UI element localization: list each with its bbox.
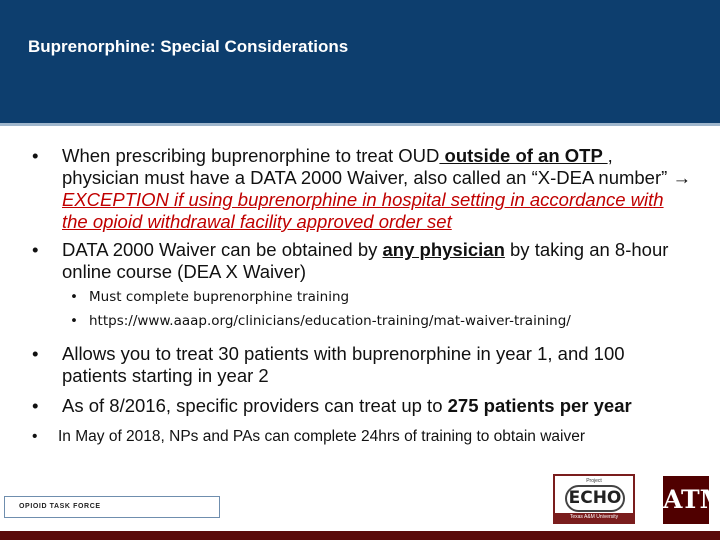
bullet-waiver <box>32 239 692 283</box>
bullet-xdea <box>32 145 692 233</box>
bullet-text-post: , physician must have a DATA 2000 Waiver, also called an “X-DEA number” <box>62 145 668 188</box>
bullet-marker: • <box>32 395 39 416</box>
footer-label-box <box>4 496 220 518</box>
bullet-marker: • <box>70 289 78 305</box>
echo-wordmark: ECHO <box>565 485 625 512</box>
outside-otp-emphasis: outside of an OTP <box>439 145 608 166</box>
any-physician-emphasis: any physician <box>382 239 505 260</box>
title-bar <box>0 0 720 123</box>
echo-project-text: Project <box>586 478 602 484</box>
echo-university-text: Texas A&M University <box>555 513 633 522</box>
bullet-marker: • <box>32 343 39 364</box>
training-link[interactable]: https://www.aaap.org/clinicians/education-training/mat-waiver-training/ <box>89 313 571 329</box>
bullet-text-post: by taking an 8-hour online course (DEA X Waiver) <box>62 239 669 282</box>
bullet-text-pre: As of 8/2016, specific providers can treat up to <box>62 395 448 416</box>
header-divider <box>0 123 720 126</box>
bullet-text <box>62 239 692 283</box>
bullet-text: Allows you to treat 30 patients with buprenorphine in year 1, and 100 patients starting in year 2 <box>62 343 625 386</box>
sub-bullet-url <box>70 313 690 330</box>
project-echo-logo <box>553 474 635 524</box>
sub-bullet-text: Must complete buprenorphine training <box>89 289 350 305</box>
bullet-text-pre: When prescribing buprenorphine to treat OUD <box>62 145 440 166</box>
bullet-marker: • <box>32 145 39 166</box>
bullet-marker: • <box>32 428 38 445</box>
texas-am-logo <box>663 476 727 524</box>
bullet-marker: • <box>70 313 78 329</box>
bottom-bar <box>0 531 720 540</box>
bullet-275-patients <box>32 395 692 417</box>
bullet-np-pa <box>32 428 702 446</box>
bullet-marker: • <box>32 239 39 260</box>
bullet-text <box>62 145 692 233</box>
bullet-text <box>62 395 702 417</box>
sub-bullet-training <box>70 289 690 306</box>
bullet-text: In May of 2018, NPs and PAs can complete 24hrs of training to obtain waiver <box>58 428 585 445</box>
footer-label: OPIOID TASK FORCE <box>19 503 101 510</box>
bullet-text-pre: DATA 2000 Waiver can be obtained by <box>62 239 383 260</box>
atm-logo-mark: ATM <box>663 485 727 514</box>
exception-note: EXCEPTION if using buprenorphine in hospital setting in accordance with the opioid withdrawal facility approved order set <box>62 189 664 232</box>
bullet-patient-limits <box>32 343 692 387</box>
patients-per-year-emphasis: 275 patients per year <box>447 395 632 416</box>
slide-title: Buprenorphine: Special Considerations <box>28 37 349 56</box>
arrow-icon: → <box>672 167 691 188</box>
